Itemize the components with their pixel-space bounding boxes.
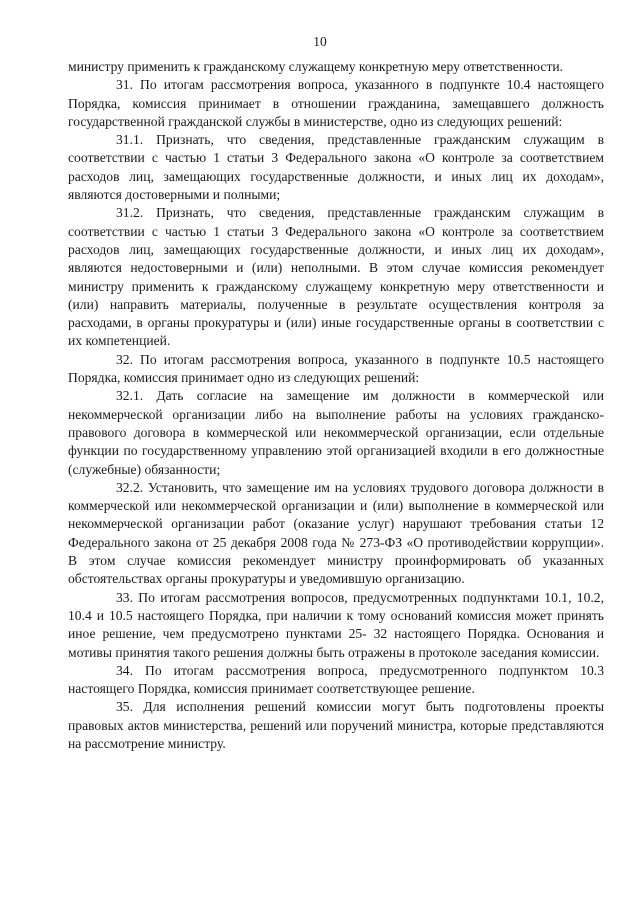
paragraph: 32. По итогам рассмотрения вопроса, указанного в подпункте 10.5 настоящего Порядка, комиссия принимает одно из следующих решений: <box>68 351 604 386</box>
paragraph: 31.1. Признать, что сведения, представленные гражданским служащим в соответствии с частью 1 статьи 3 Федерального закона «О контроле за соответствием расходов лиц, замещающих государственные должности, и иных лиц их доходам», являются достоверными и полными; <box>68 132 604 203</box>
paragraph: 32.1. Дать согласие на замещение им должности в коммерческой или некоммерческой организации либо на выполнение работы на условиях гражданско-правового договора в коммерческой или некоммерческой организации, если отдельные функции по государственному управлению этой организацией входили в его должностные (служебные) обязанности; <box>68 388 604 477</box>
paragraph: 35. Для исполнения решений комиссии могут быть подготовлены проекты правовых актов министерства, решений или поручений министра, которые представляются на рассмотрение министру. <box>68 699 604 751</box>
paragraph: 31. По итогам рассмотрения вопроса, указанного в подпункте 10.4 настоящего Порядка, комиссия принимает в отношении гражданина, замещавшего должность государственной гражданской службы в министерстве, одно из следующих решений: <box>68 77 604 129</box>
paragraph: 34. По итогам рассмотрения вопроса, предусмотренного подпунктом 10.3 настоящего Порядка, комиссия принимает соответствующее решение. <box>68 662 604 697</box>
paragraph: 32.2. Установить, что замещение им на условиях трудового договора должности в коммерческой или некоммерческой организации и (или) выполнение в коммерческой или некоммерческой организации работ (оказание услуг) нарушают требования статьи 12 Федерального закона от 25 декабря 2008 года № 273-ФЗ «О противодействии коррупции». В этом случае комиссия рекомендует министру проинформировать об указанных обстоятельствах органы прокуратуры и уведомившую организацию. <box>68 479 604 587</box>
paragraph: 31.2. Признать, что сведения, представленные гражданским служащим в соответствии с частью 1 статьи 3 Федерального закона «О контроле за соответствием расходов лиц, замещающих государственные должности, и иных лиц их доходам», являются недостоверными и (или) неполными. В этом случае комиссия рекомендует министру применить к гражданскому служащему конкретную меру ответственности и (или) направить материалы, полученные в результате осуществления контроля за расходами, в органы прокуратуры и (или) иные государственные органы в соответствии с их компетенцией. <box>68 205 604 349</box>
page-number: 10 <box>313 34 327 49</box>
document-body <box>68 58 604 753</box>
paragraph: 33. По итогам рассмотрения вопросов, предусмотренных подпунктами 10.1, 10.2, 10.4 и 10.5 настоящего Порядка, при наличии к тому оснований комиссия может принять иное решение, чем предусмотрено пунктами 25- 32 настоящего Порядка. Основания и мотивы принятия такого решения должны быть отражены в протоколе заседания комиссии. <box>68 589 604 660</box>
paragraph: министру применить к гражданскому служащему конкретную меру ответственности. <box>68 59 564 74</box>
